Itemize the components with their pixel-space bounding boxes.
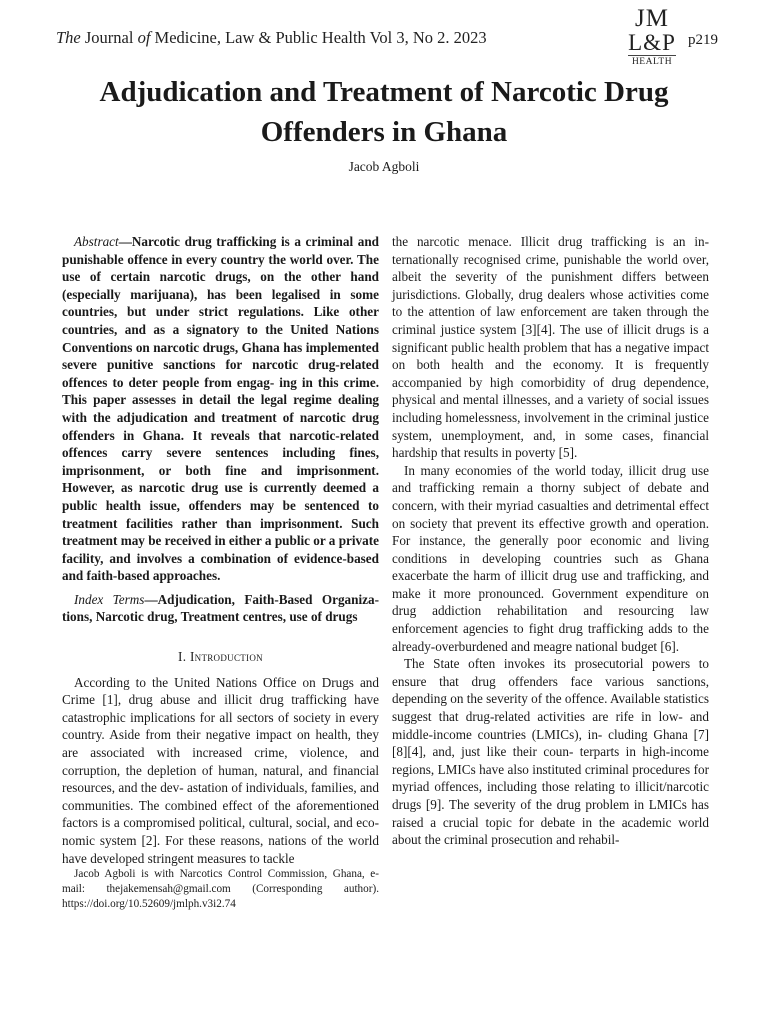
journal-details: Medicine, Law & Public Health Vol 3, No 2. 2023 xyxy=(154,28,487,47)
journal-the: The xyxy=(56,28,81,47)
logo-line-2: L&P xyxy=(628,30,676,55)
logo-line-3: HEALTH xyxy=(628,55,676,67)
section-number: I. xyxy=(178,649,187,665)
abstract-dash: — xyxy=(118,234,132,249)
index-terms-label: Index Terms xyxy=(74,591,145,607)
journal-header xyxy=(56,28,487,48)
body-paragraph-2: the narcotic menace. Illicit drug trafficking is an in- ternationally recognised crime, punishable the world over, albeit the severity of the punishment differs between jurisdictions. Globally, drug dealers whose activities come to the attention of law enforcement are taken through the criminal justice system [3][4]. The use of illicit drugs is a significant public health problem that has a negative impact on both health and the economy. It is frequently accompanied by high comorbidity of drug dependence, physical and mental illnesses, and a variety of social issues including homelessness, involvement in the criminal justice system, unemployment, and, in some cases, financial hardship that results in poverty [5]. xyxy=(392,234,709,461)
abstract xyxy=(62,233,379,585)
page-number: p219 xyxy=(688,32,718,48)
author-footnote: Jacob Agboli is with Narcotics Control Commission, Ghana, e-mail: thejakemensah@gmail.com (Corresponding author). https://doi.org/10.52609/jmlph.v3i2.74 xyxy=(62,868,379,911)
abstract-text: Narcotic drug trafficking is a criminal and punishable offence in every country the world over. The use of certain narcotic drugs, on the other hand (especially marijuana), has been legalised in some countries, but under strict regulations. Like other countries, and as a signatory to the United Nations Conventions on narcotic drugs, Ghana has implemented severe punitive sanctions for narcotic drug-related offences to deter people from engag- ing in this crime. This paper assesses in detail the legal regime dealing with the adjudication and treatment of narcotic drug offenders in Ghana. It reveals that narcotic-related offences carry severe sentences including fines, imprisonment, or both fine and imprisonment. However, as narcotic drug use is currently deemed a public health issue, offenders may be sentenced to treatment facilities rather than imprisonment. Such treatment may be received in either a public or a private facility, and involves a combination of evidence-based and faith-based approaches. xyxy=(62,234,379,584)
index-terms-dash: — xyxy=(144,591,158,607)
body-paragraph-3: In many economies of the world today, illicit drug use and trafficking remain a thorny subject of debate and concern, with their myriad casualties and detrimental effect on society that prevent its effective growth and operation. For instance, the generally poor economic and living conditions in developing countries such as Ghana exacerbate the harm of illicit drug use and trafficking, and make it more pronounced. Government expenditure on drug addiction rehabilitation and resourcing law enforcement agencies to fight drug trafficking adds to the already-overburdened and meagre national budget [6]. xyxy=(392,462,709,654)
index-terms xyxy=(62,591,379,626)
intro-paragraph-1: According to the United Nations Office on Drugs and Crime [1], drug abuse and illicit drug trafficking have catastrophic implications for all sectors of society in every country. Aside from their negative impact on health, they are associated with increased crime, violence, and corruption, the depletion of human, natural, and financial resources, and the dev- astation of individuals, families, and communities. The combined effect of the aforementioned factors is a compromised political, cultural, social, and eco- nomic system [2]. For these reasons, nations of the world have developed stringent measures to tackle xyxy=(62,674,379,866)
section-initial: I xyxy=(189,649,195,665)
paper-title: Adjudication and Treatment of Narcotic Drug Offenders in Ghana xyxy=(99,76,669,148)
section-title-rest: ntroduction xyxy=(194,649,263,665)
author-name: Jacob Agboli xyxy=(348,159,420,174)
abstract-label: Abstract xyxy=(74,234,119,249)
logo-line-1: JM xyxy=(635,5,669,32)
section-heading xyxy=(62,648,379,666)
right-column xyxy=(392,233,709,849)
left-column xyxy=(62,233,379,912)
journal-word: Journal xyxy=(84,28,134,47)
body-paragraph-4: The State often invokes its prosecutorial powers to ensure that drug offenders face various sanctions, depending on the severity of the offence. Available statistics suggest that drug-related activities are rife in low- and middle-income countries (LMICs), in- cluding Ghana [7][8][4], and, just like their coun- terparts in high-income regions, LMICs have also instituted criminal procedures for myriad offences, including those relating to illicit/narcotic drugs [9]. The severity of the drug problem in LMICs has raised a crucial topic for debate in the academic world about the criminal prosecution and rehabil- xyxy=(392,656,710,848)
journal-of: of xyxy=(137,28,151,47)
index-terms-text: Adjudication, Faith-Based Organiza- tions, Narcotic drug, Treatment centres, use of drugs xyxy=(62,591,379,625)
journal-logo xyxy=(622,6,682,67)
